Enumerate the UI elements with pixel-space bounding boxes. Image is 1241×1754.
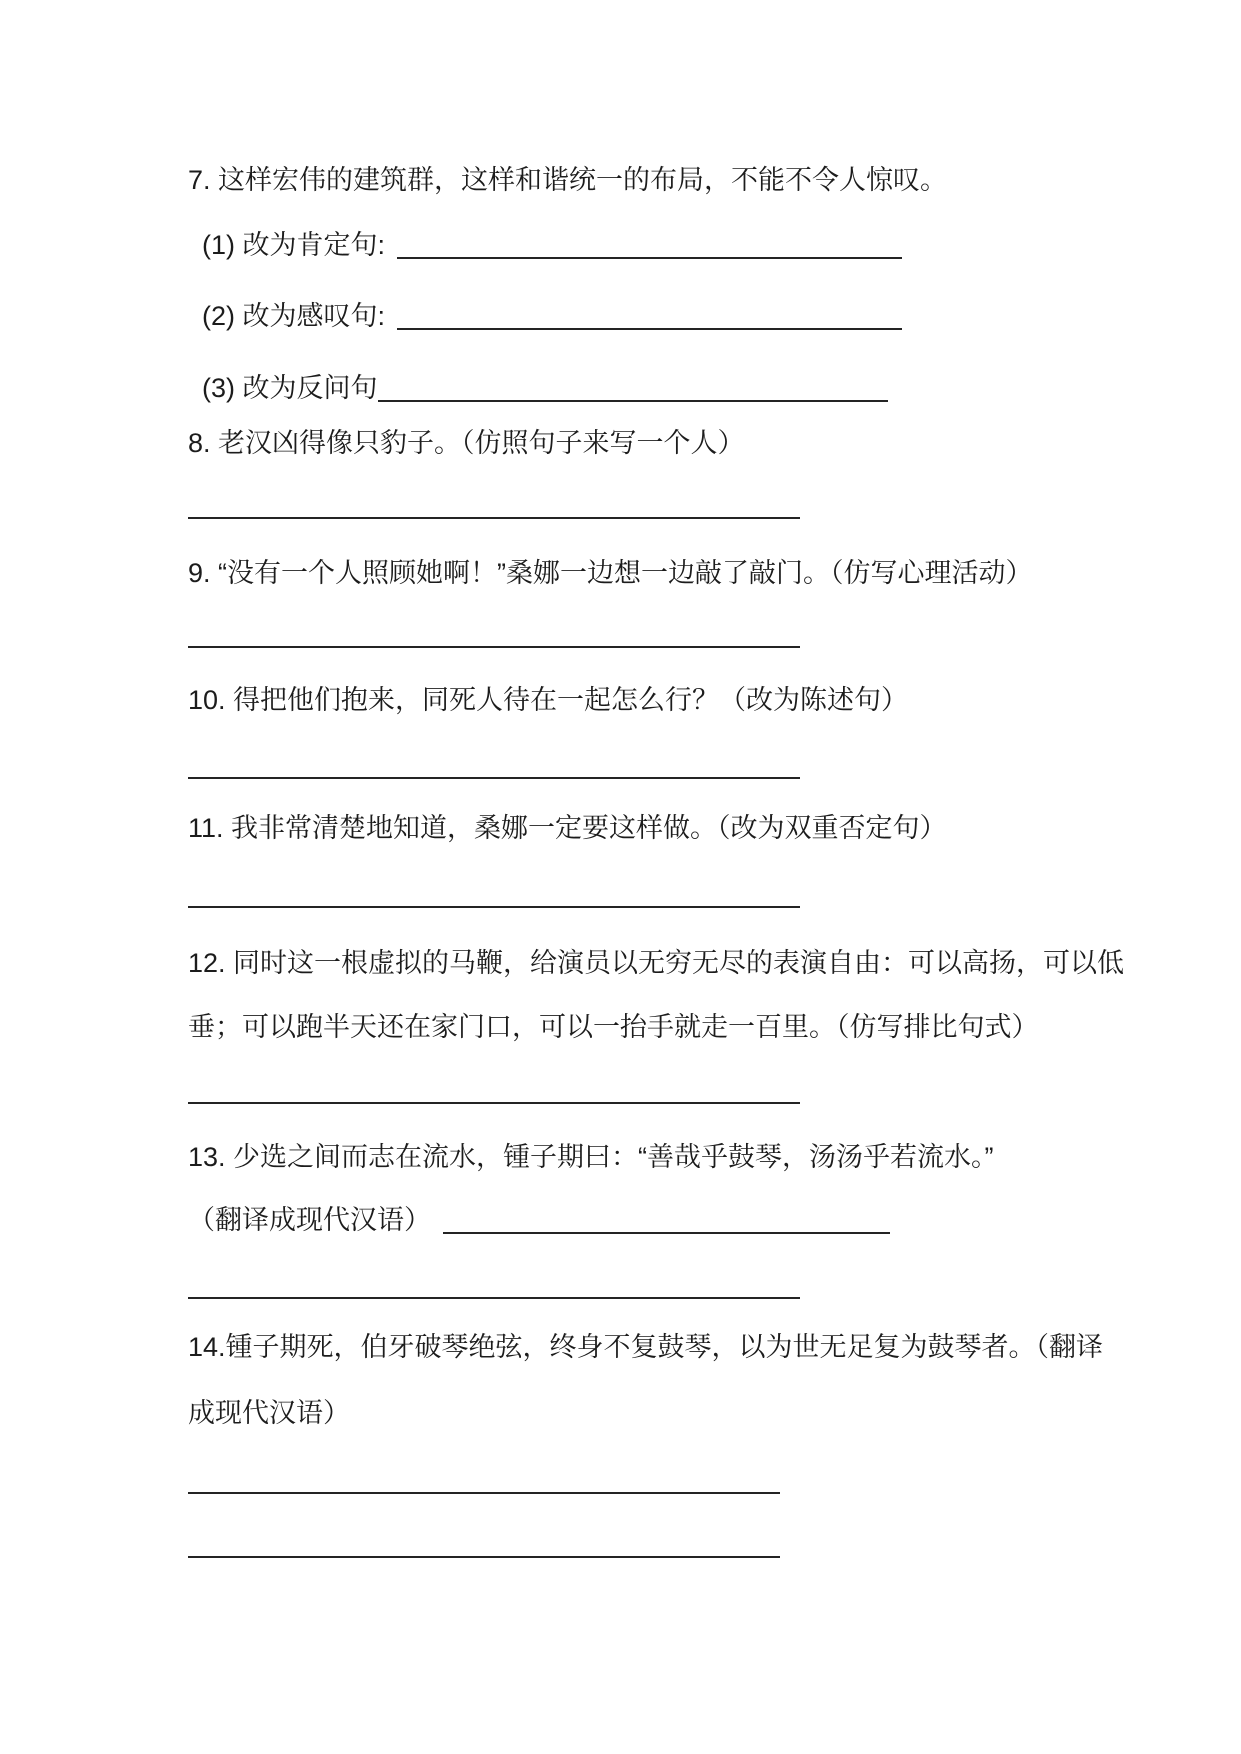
question-7-subpart-1-answer-blank	[397, 257, 902, 259]
question-10-text: 10. 得把他们抱来，同死人待在一起怎么行？（改为陈述句）	[188, 685, 909, 715]
question-12-text-line-1: 12. 同时这一根虚拟的马鞭，给演员以无穷无尽的表演自由：可以高扬，可以低	[188, 948, 1125, 978]
question-14-answer-line-2	[188, 1556, 780, 1558]
question-7-subpart-1	[202, 225, 902, 265]
question-13-text: 13. 少选之间而志在流水，锺子期曰：“善哉乎鼓琴，汤汤乎若流水。”	[188, 1142, 994, 1172]
question-7-subpart-3	[202, 368, 888, 408]
question-7-subpart-1-label: (1) 改为肯定句:	[202, 230, 386, 260]
question-8-text: 8. 老汉凶得像只豹子。（仿照句子来写一个人）	[188, 428, 745, 458]
question-13-translate-label: （翻译成现代汉语）	[188, 1205, 431, 1235]
question-9-answer-line	[188, 646, 800, 648]
question-11-text: 11. 我非常清楚地知道，桑娜一定要这样做。（改为双重否定句）	[188, 813, 947, 843]
question-14-text-line-1: 14.锺子期死，伯牙破琴绝弦，终身不复鼓琴，以为世无足复为鼓琴者。（翻译	[188, 1332, 1104, 1362]
question-7-subpart-2	[202, 296, 902, 336]
question-7-subpart-3-label: (3) 改为反问句	[202, 373, 378, 403]
question-10-answer-line	[188, 777, 800, 779]
question-7-subpart-2-answer-blank	[397, 328, 902, 330]
question-12-answer-line	[188, 1102, 800, 1104]
question-12-text-line-2: 垂；可以跑半天还在家门口，可以一抬手就走一百里。（仿写排比句式）	[188, 1012, 1039, 1042]
question-14-text-line-2: 成现代汉语）	[188, 1398, 350, 1428]
question-14-answer-line-1	[188, 1492, 780, 1494]
question-13-translate-prompt	[188, 1200, 890, 1240]
question-7-text: 7. 这样宏伟的建筑群，这样和谐统一的布局，不能不令人惊叹。	[188, 165, 948, 195]
question-11-answer-line	[188, 906, 800, 908]
question-8-answer-line	[188, 517, 800, 519]
question-13-translate-answer-blank	[443, 1232, 890, 1234]
question-9-text: 9. “没有一个人照顾她啊！”桑娜一边想一边敲了敲门。（仿写心理活动）	[188, 558, 1033, 588]
question-13-answer-line	[188, 1297, 800, 1299]
question-7-subpart-2-label: (2) 改为感叹句:	[202, 301, 386, 331]
question-7-subpart-3-answer-blank	[378, 400, 889, 402]
